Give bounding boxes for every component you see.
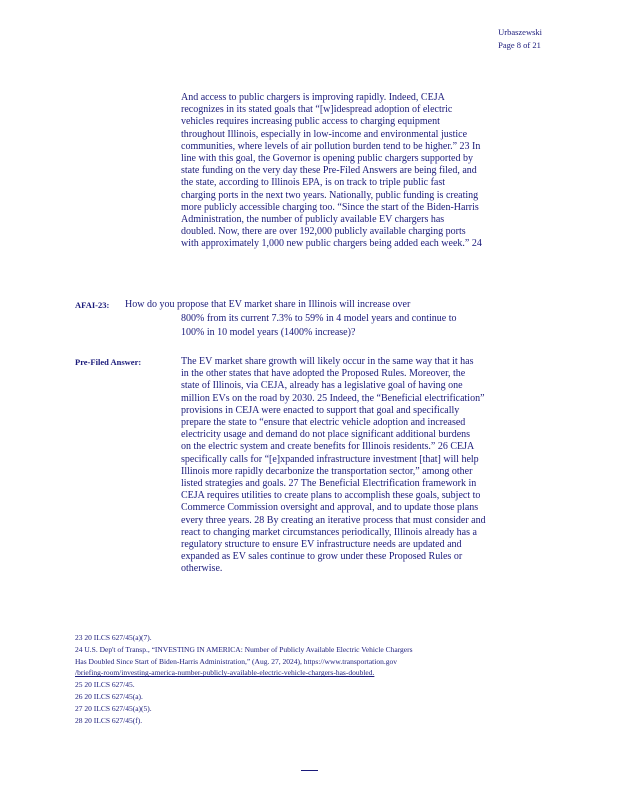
author-name: Urbaszewski xyxy=(498,27,542,37)
text-line: regulatory structure to ensure EV infrastructure needs are updated and xyxy=(181,539,462,551)
text-line: vehicles requires increasing public access to charging equipment xyxy=(181,116,440,128)
answer-paragraph xyxy=(181,356,533,576)
footnotes xyxy=(75,632,535,726)
text-line: the state, according to Illinois EPA, is on track to triple public fast xyxy=(181,177,446,189)
footnote-28: 28 20 ILCS 627/45(f). xyxy=(75,715,143,725)
text-line: state of Illinois, via CEJA, already has a legislative goal of having one xyxy=(181,380,463,392)
text-line: otherwise. xyxy=(181,563,223,575)
text-line: react to changing market circumstances periodically, Illinois already has a xyxy=(181,526,477,538)
text-line: provisions in CEJA were enacted to support that goal and specifically xyxy=(181,404,460,416)
text-line: electricity usage and demand do not place significant additional burdens xyxy=(181,429,471,441)
text-line: specifically calls for “[e]xpanded infrastructure investment [that] will help xyxy=(181,453,479,465)
text-line: line with this goal, the Governor is opening public chargers supported by xyxy=(181,153,473,165)
text-line: CEJA requires utilities to create plans to accomplish these goals, subject to xyxy=(181,490,481,502)
text-line: And access to public chargers is improving rapidly. Indeed, CEJA xyxy=(181,92,445,103)
page-number: Page 8 of 21 xyxy=(498,40,541,50)
text-line: listed strategies and goals. 27 The Beneficial Electrification framework in xyxy=(181,478,477,490)
text-line: Illinois more rapidly decarbonize the transportation sector,” among other xyxy=(181,465,473,477)
footnote-24-link[interactable]: /briefing-room/investing-america-number-publicly-available-electric-vehicle-chargers-has-doubled. xyxy=(75,668,375,678)
text-line: Administration, the number of publicly available EV chargers has xyxy=(181,214,445,226)
question-line: How do you propose that EV market share in Illinois will increase over xyxy=(125,299,411,310)
text-line: throughout Illinois, especially in low-income and environmental justice xyxy=(181,128,468,140)
text-line: prepare the state to “ensure that electric vehicle adoption and increased xyxy=(181,417,466,429)
question-line: 100% in 10 model years (1400% increase)? xyxy=(181,327,356,338)
intro-paragraph xyxy=(181,92,533,251)
text-line: Commerce Commission oversight and approval, and to update those plans xyxy=(181,502,479,514)
question-label: AFAI-23: xyxy=(75,300,110,310)
answer-label: Pre-Filed Answer: xyxy=(75,357,142,367)
text-line: recognizes in its stated goals that “[w]idespread adoption of electric xyxy=(181,104,453,116)
text-line: in the other states that have adopted the Proposed Rules. Moreover, the xyxy=(181,368,466,380)
text-line: on the electric system and create benefits for Illinois residents.” 26 CEJA xyxy=(181,441,475,453)
footnote-25: 25 20 ILCS 627/45. xyxy=(75,680,135,690)
page-footer-rule xyxy=(301,770,318,771)
footnote-24-continued: Has Doubled Since Start of Biden-Harris Administration,” (Aug. 27, 2024), https://www.transportation.gov xyxy=(75,656,397,666)
text-line: state funding on the very day these Pre-Filed Answers are being filed, and xyxy=(181,165,477,177)
text-line: more publicly accessible charging too. “Since the start of the Biden-Harris xyxy=(181,201,479,213)
footnote-27: 27 20 ILCS 627/45(a)(5). xyxy=(75,703,152,713)
footnote-26: 26 20 ILCS 627/45(a). xyxy=(75,691,143,701)
text-line: million EVs on the road by 2030. 25 Indeed, the “Beneficial electrification” xyxy=(181,392,485,404)
text-line: every three years. 28 By creating an iterative process that must consider and xyxy=(181,514,486,526)
text-line: doubled. Now, there are over 192,000 publicly available charging ports xyxy=(181,226,466,238)
text-line: The EV market share growth will likely occur in the same way that it has xyxy=(181,356,474,367)
text-line: with approximately 1,000 new public chargers being added each week.” 24 xyxy=(181,238,482,250)
text-line: communities, where levels of air pollution burden tend to be higher.” 23 In xyxy=(181,140,481,152)
page-header xyxy=(498,26,542,52)
text-line: charging ports in the next two years. Nationally, public funding is creating xyxy=(181,189,479,201)
footnote-23: 23 20 ILCS 627/45(a)(7). xyxy=(75,633,152,642)
question-line: 800% from its current 7.3% to 59% in 4 model years and continue to xyxy=(181,313,457,324)
text-line: expanded as EV sales continue to grow under these Proposed Rules or xyxy=(181,551,463,563)
footnote-24: 24 U.S. Dep't of Transp., “INVESTING IN AMERICA: Number of Publicly Available Electric Vehicle Chargers xyxy=(75,644,413,654)
